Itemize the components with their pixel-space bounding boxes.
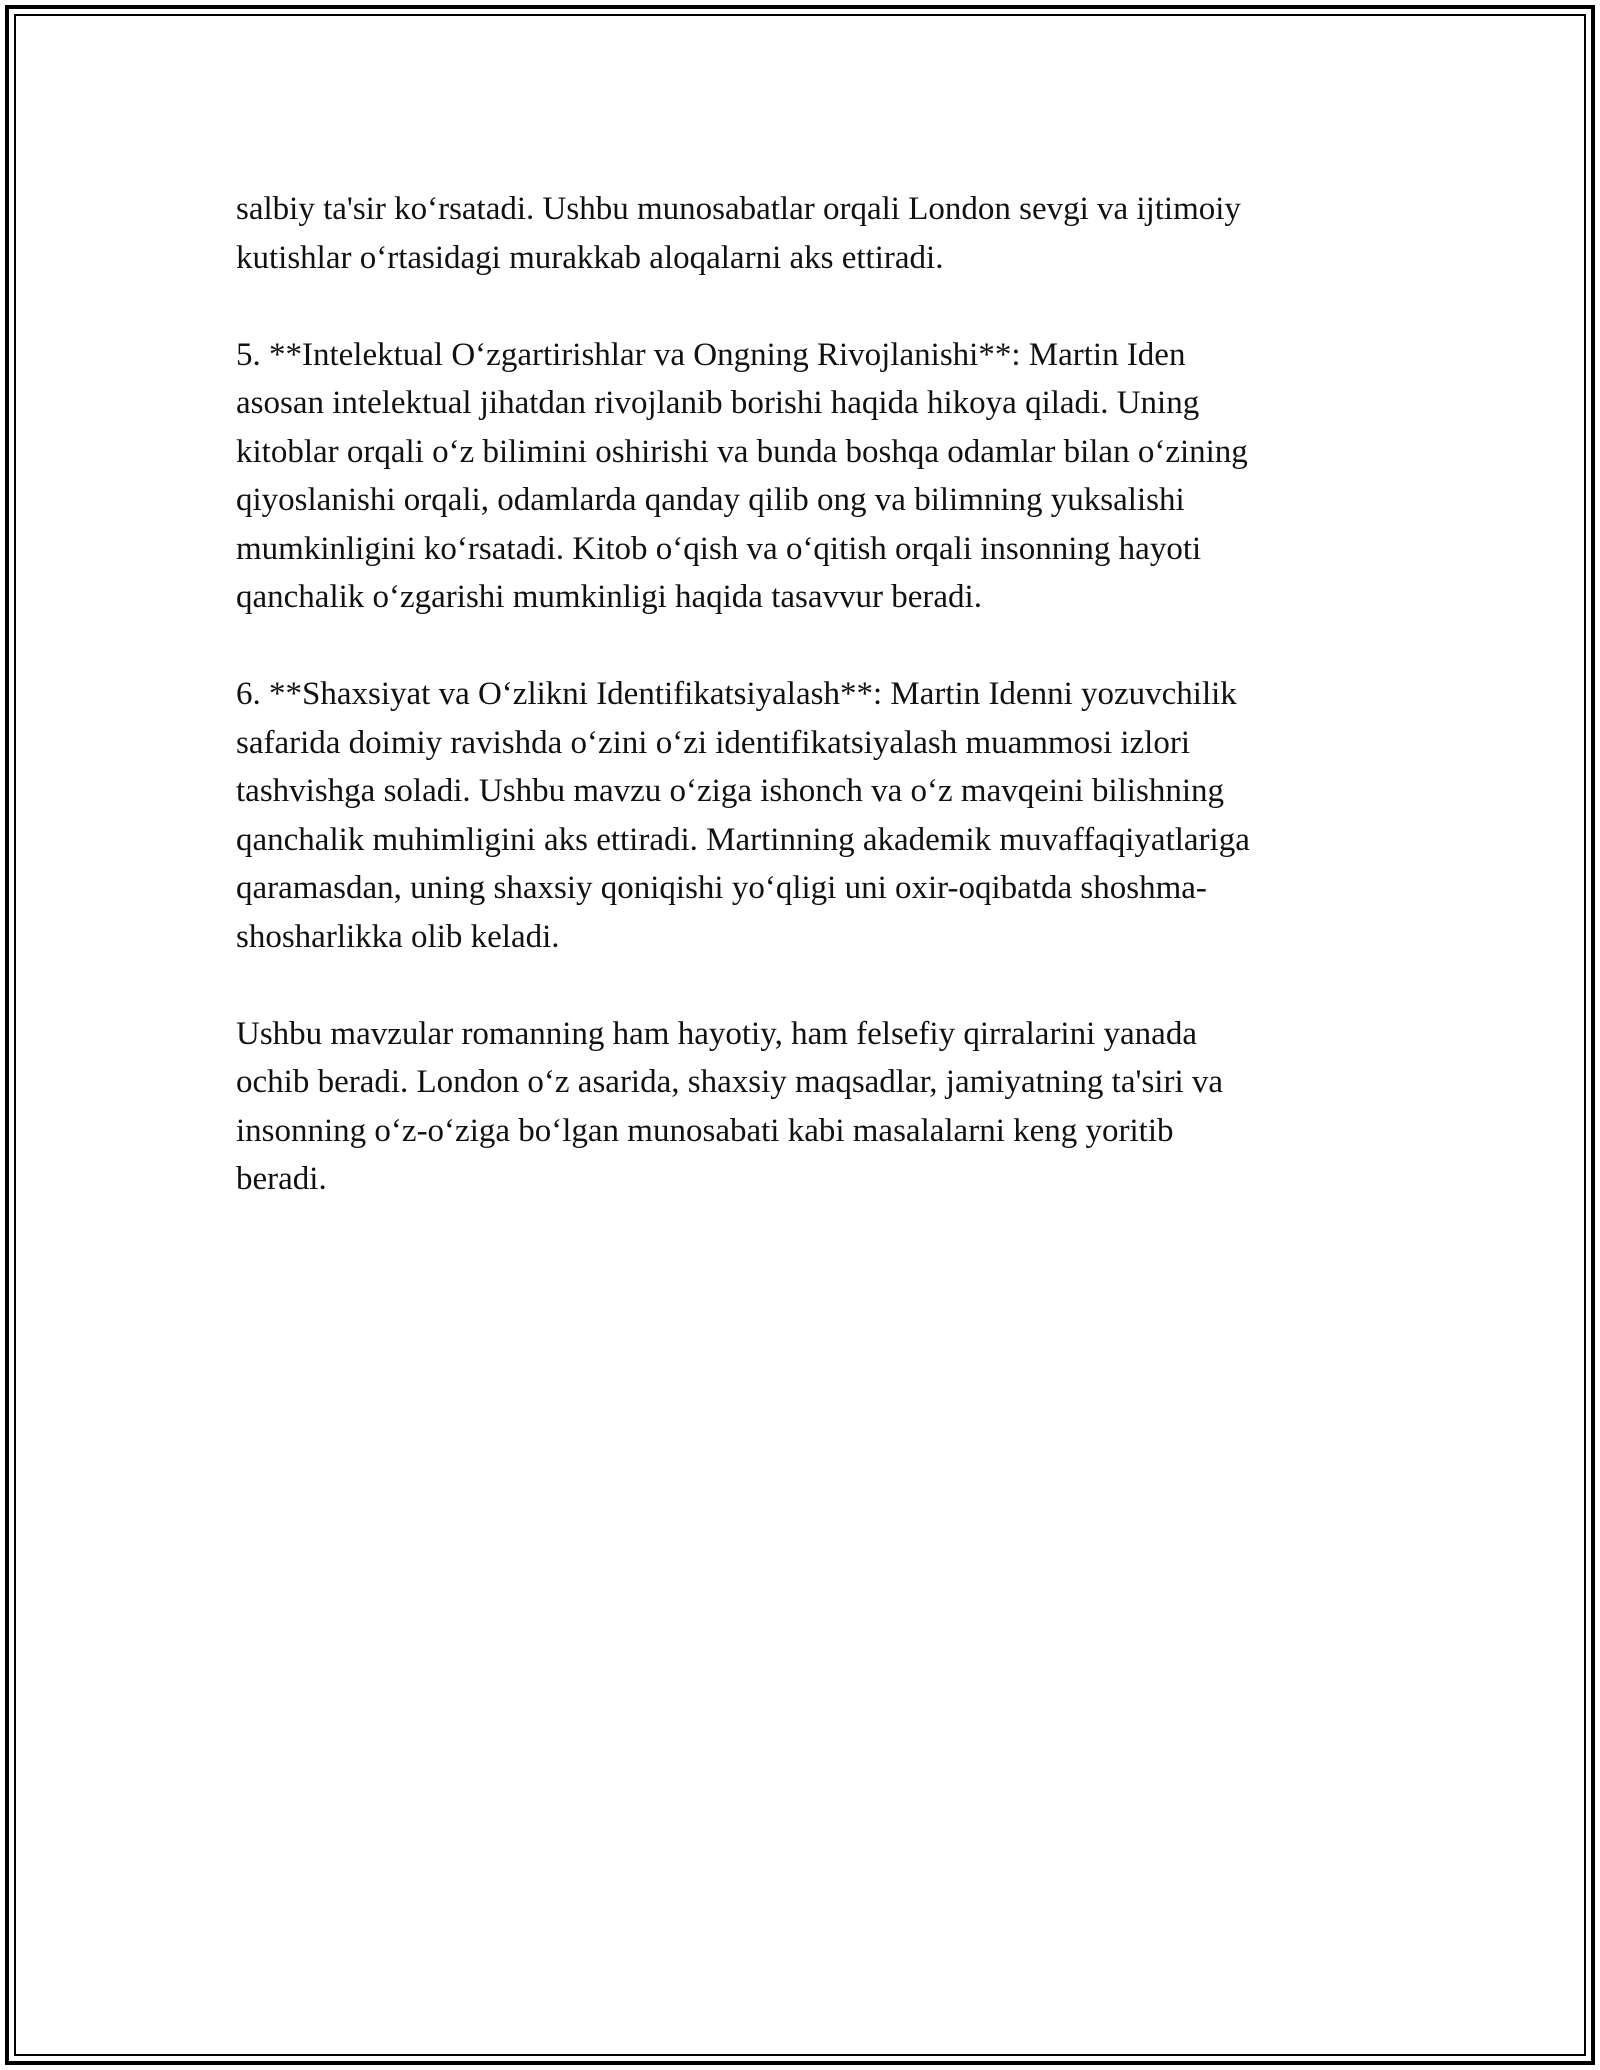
paragraph-conclusion: Ushbu mavzular romanning ham hayotiy, ham felsefiy qirralarini yanada ochib beradi. London o‘z asarida, shaxsiy maqsadlar, jamiyatning ta'siri va insonning o‘z-o‘ziga bo‘lgan munosabati kabi masalalarni keng yoritib beradi.: [236, 1015, 1224, 1197]
document-body: [236, 185, 1376, 1252]
paragraph-item-5: 5. **Intelektual O‘zgartirishlar va Ongning Rivojlanishi**: Martin Iden asosan intelektual jihatdan rivojlanib borishi haqida hikoya qiladi. Uning kitoblar orqali o‘z bilimini oshirishi va bunda boshqa odamlar bilan o‘zining qiyoslanishi orqali, odamlarda qanday qilib ong va bilimning yuksalishi mumkinligini ko‘rsatadi. Kitob o‘qish va o‘qitish orqali insonning hayoti qanchalik o‘zgarishi mumkinligi haqida tasavvur beradi.: [236, 336, 1248, 615]
paragraph-item-6: 6. **Shaxsiyat va O‘zlikni Identifikatsiyalash**: Martin Idenni yozuvchilik safarida doimiy ravishda o‘zini o‘zi identifikatsiyalash muammosi izlori tashvishga soladi. Ushbu mavzu o‘ziga ishonch va o‘z mavqeini bilishning qanchalik muhimligini aks ettiradi. Martinning akademik muvaffaqiyatlariga qaramasdan, uning shaxsiy qoniqishi yo‘qligi uni oxir-oqibatda shoshma- shosharlikka olib keladi.: [236, 676, 1250, 955]
paragraph-intro-continuation: salbiy ta'sir ko‘rsatadi. Ushbu munosabatlar orqali London sevgi va ijtimoiy kutishlar o‘rtasidagi murakkab aloqalarni aks ettiradi.: [236, 191, 1241, 276]
